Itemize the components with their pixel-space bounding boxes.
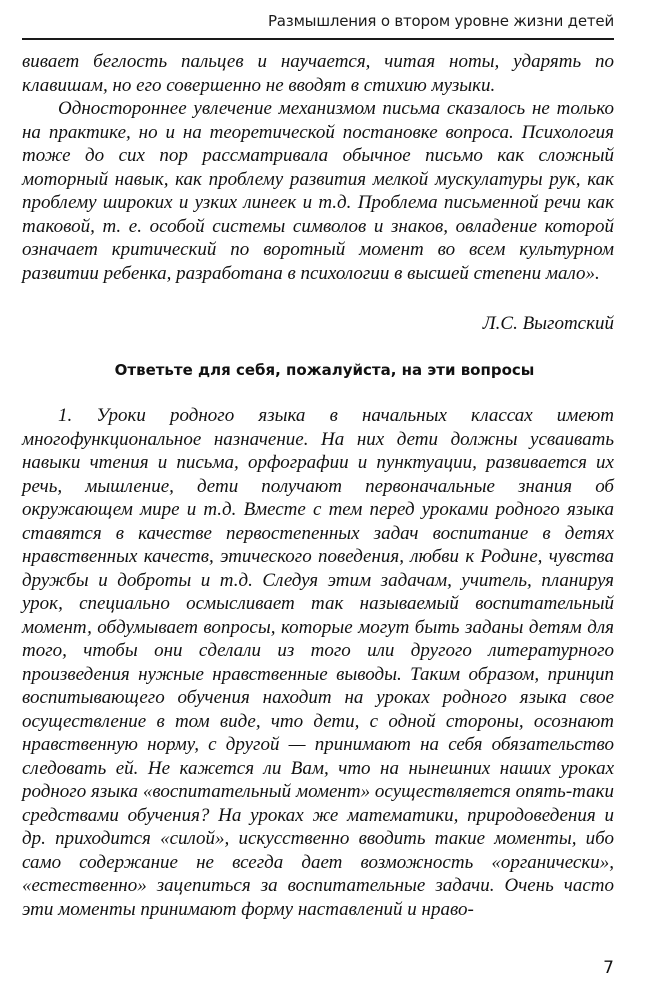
section-heading: Ответьте для себя, пожалуйста, на эти вопросы	[114, 361, 535, 379]
header-rule	[22, 38, 614, 40]
quote-paragraph: Одностороннее увлечение механизмом письма сказалось не только на практике, но и на теоретической постановке вопроса. Психология тоже до сих пор рассматривала обычное письмо как сложный моторный навык, как проблему развития мелкой мускулатуры рук, как проблему широких и узких линеек и т.д. Проблема письменной речи как таковой, т. е. особой системы символов и знаков, овладение которой означает критический по воротный момент во всем культурном развитии ребенка, разработана в психологии в высшей степени мало».	[22, 98, 614, 284]
quote-paragraph: вивает беглость пальцев и научается, читая ноты, ударять по клавишам, но его совершенно не вводят в стихию музыки.	[22, 51, 614, 96]
quote-block	[22, 50, 614, 285]
question-paragraph: 1. Уроки родного языка в начальных классах имеют многофункциональное назначение. На них дети должны усваивать навыки чтения и письма, орфографии и пунктуации, развивается их речь, мышление, дети получают первоначальные знания об окружающем мире и т.д. Вместе с тем перед уроками родного языка ставятся в качестве первостепенных задач воспитание в детях нравственных качеств, этического поведения, любви к Родине, чувства дружбы и доброты и т.д. Следуя этим задачам, учитель, планируя урок, специально осмысливает так называемый воспитательный момент, обдумывает вопросы, которые могут быть заданы детям для того, чтобы они сделали из того или другого литературного произведения нужные нравственные выводы. Таким образом, принцип воспитывающего обучения находит на уроках родного языка свое осуществление в том виде, что дети, с одной стороны, осознают нравственную норму, с другой — принимают на себя обязательство следовать ей. Не кажется ли Вам, что на нынешних наших уроках родного языка «воспитательный момент» осуществляется опять-таки средствами обучения? На уроках же математики, природоведения и др. приходится «силой», искусственно вводить такие моменты, ибо само содержание не всегда дает возможность «органически», «естественно» зацепиться за воспитательные задачи. Очень часто эти моменты принимают форму наставлений и нраво-	[22, 405, 614, 920]
quote-author: Л.С. Выготский	[482, 313, 614, 334]
page-number: 7	[603, 958, 614, 978]
running-header: Размышления о втором уровне жизни детей	[267, 12, 614, 30]
question-block	[22, 404, 614, 921]
